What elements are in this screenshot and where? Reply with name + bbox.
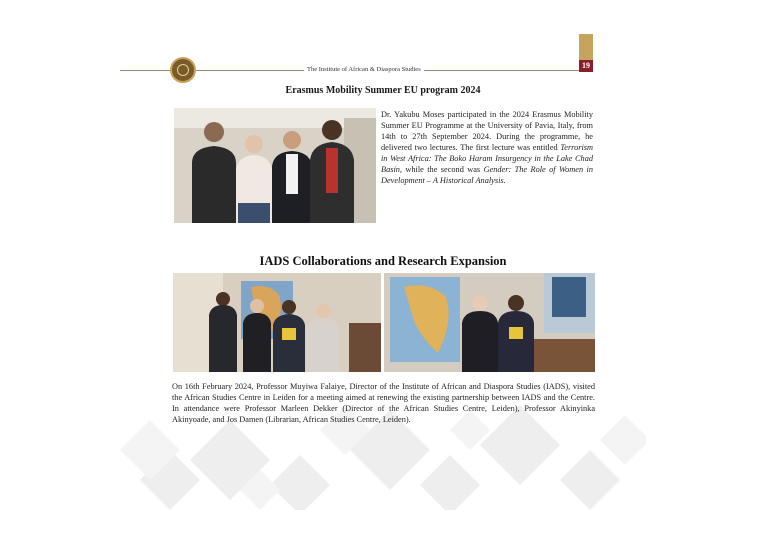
lecture-one-title: Terrorism in West Africa: The Boko Haram Insurgency in the Lake Chad Basin, [381, 143, 593, 174]
lecture-two-title: Gender: The Role of Women in Development – A Historical Analysis. [381, 165, 593, 185]
document-page [120, 30, 646, 510]
leiden-group-photo [173, 273, 381, 372]
erasmus-text-mid: while the second was [401, 165, 484, 174]
erasmus-text-start: Dr. Yakubu Moses participated in the 2024 Erasmus Mobility Summer EU Programme at the University of Pavia, Italy, from 14th to 27th September 2024. During the programme, he delivered two lectures. The first lecture was entitled [381, 110, 593, 152]
erasmus-paragraph [381, 109, 593, 186]
leiden-meeting-photo [384, 273, 595, 372]
header-title: The Institute of African & Diaspora Studies [304, 66, 424, 73]
erasmus-group-photo [174, 108, 376, 223]
header-rule-left [120, 70, 172, 71]
section-title-collaborations: IADS Collaborations and Research Expansion [259, 254, 507, 268]
collaboration-paragraph: On 16th February 2024, Professor Muyiwa Falaiye, Director of the Institute of African and Diaspora Studies (IADS), visited the African Studies Centre in Leiden for a meeting aimed at renewing the existing partnership between IADS and the Centre. In attendance were Professor Marleen Dekker (Director of the African Studies Centre, Leiden), Professor Akinyinka Akinyoade, and Jos Damen (Librarian, African Studies Centre, Leiden). [172, 382, 595, 424]
section-title-erasmus: Erasmus Mobility Summer EU program 2024 [285, 85, 481, 96]
page-tab-marker [579, 34, 593, 60]
institute-logo [170, 57, 196, 83]
page-number: 19 [579, 60, 593, 72]
